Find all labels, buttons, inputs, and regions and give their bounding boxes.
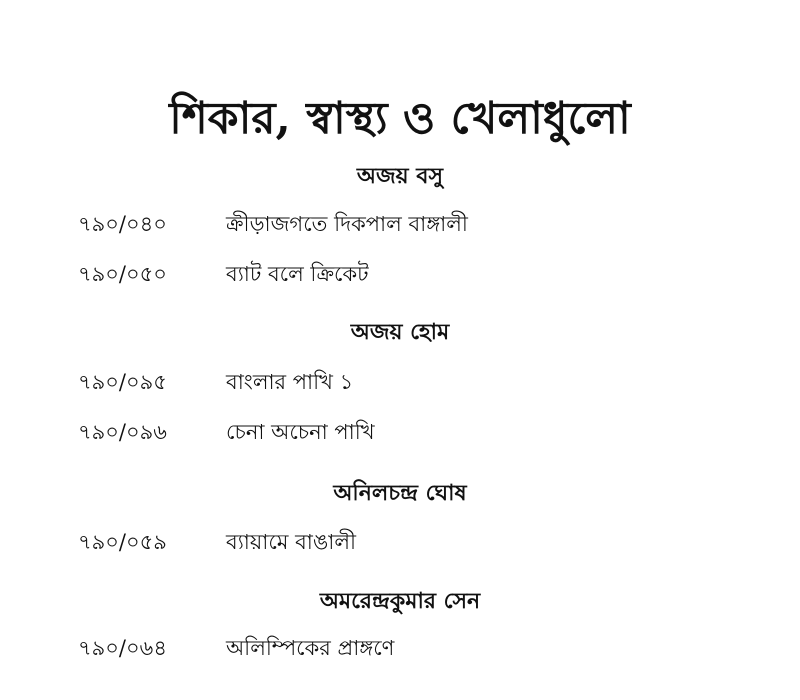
- call-number: ৭৯০/০৯৫: [78, 370, 167, 394]
- catalog-entry: [0, 526, 800, 558]
- page-title: শিকার, স্বাস্থ্য ও খেলাধুলো: [169, 93, 631, 145]
- call-number: ৭৯০/০৫০: [78, 262, 167, 286]
- book-title: অলিম্পিকের প্রাঙ্গণে: [226, 636, 395, 660]
- author-heading: অজয় হোম: [350, 319, 450, 345]
- call-number: ৭৯০/০৪০: [78, 212, 167, 236]
- call-number: ৭৯০/০৯৬: [78, 420, 167, 444]
- author-heading: অজয় বসু: [356, 163, 444, 189]
- call-number: ৭৯০/০৫৯: [78, 530, 167, 554]
- call-number: ৭৯০/০৬৪: [78, 636, 167, 660]
- book-title: চেনা অচেনা পাখি: [226, 420, 375, 444]
- catalog-entry: [0, 208, 800, 240]
- book-title: ব্যায়ামে বাঙালী: [226, 530, 357, 554]
- author-heading: অনিলচন্দ্র ঘোষ: [333, 480, 467, 506]
- author-heading: অমরেন্দ্রকুমার সেন: [319, 588, 481, 614]
- book-title: ব্যাট বলে ক্রিকেট: [226, 262, 369, 286]
- catalog-entry: [0, 366, 800, 398]
- book-title: বাংলার পাখি ১: [226, 370, 354, 394]
- catalog-entry: [0, 632, 800, 664]
- book-title: ক্রীড়াজগতে দিকপাল বাঙ্গালী: [226, 212, 468, 236]
- catalog-entry: [0, 416, 800, 448]
- catalog-entry: [0, 258, 800, 290]
